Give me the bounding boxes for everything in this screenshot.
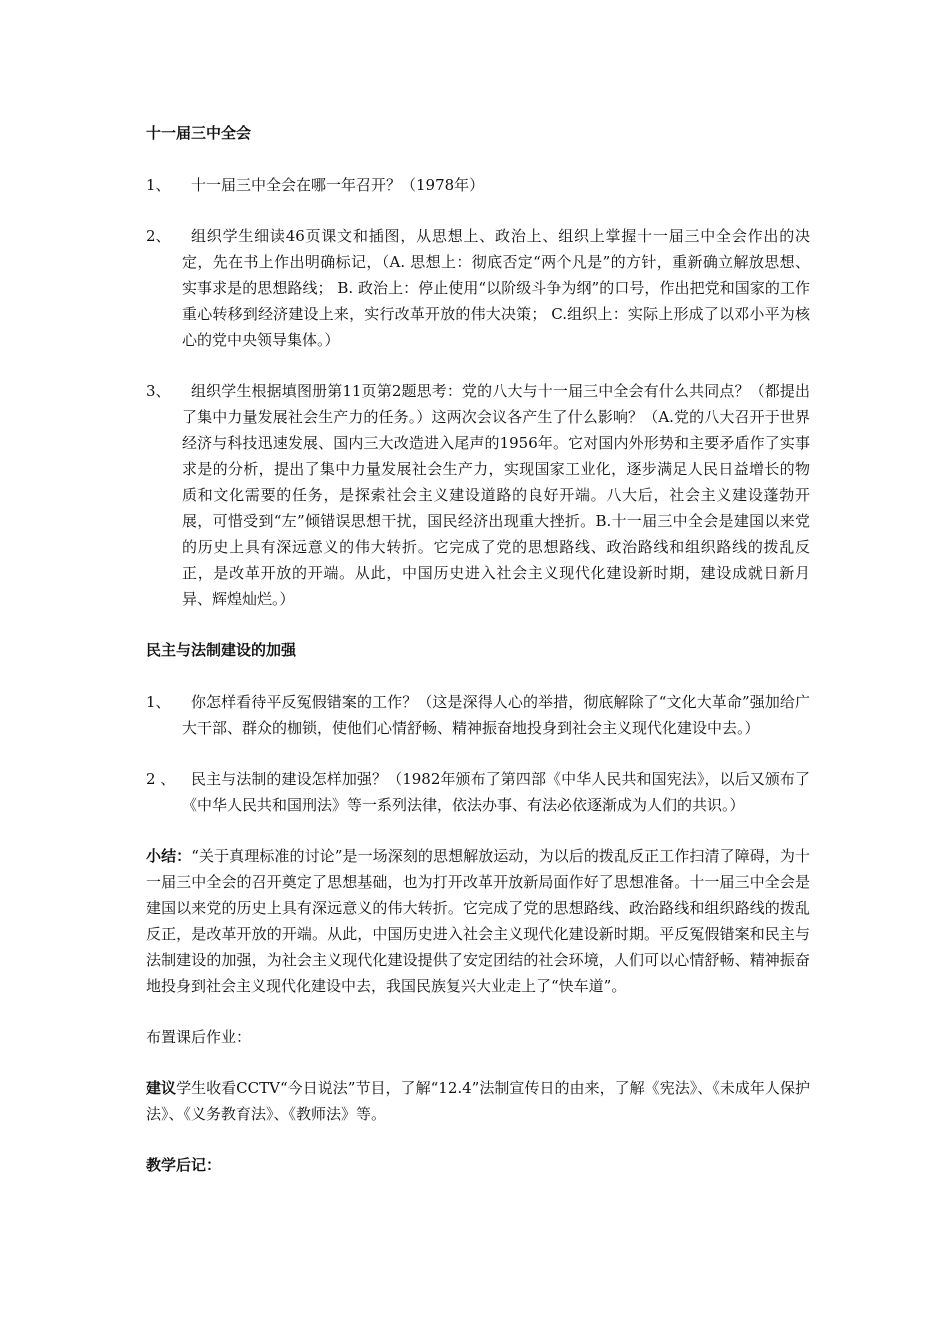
list-item — [146, 223, 810, 353]
afterword-heading: 教学后记： — [146, 1156, 222, 1174]
homework-text: 学生收看CCTV“今日说法”节目，了解“12.4”法制宣传日的由来，了解《宪法》、《未成年人保护法》、《义务教育法》、《教师法》等。 — [146, 1079, 810, 1123]
item-number: 1、 — [146, 176, 171, 194]
item-text: 十一届三中全会在哪一年召开？（1978年） — [191, 176, 485, 194]
summary-paragraph — [146, 843, 810, 999]
item-text: 组织学生根据填图册第11页第2题思考：党的八大与十一届三中全会有什么共同点？（都提出了集中力量发展社会生产力的任务。）这两次会议各产生了什么影响？（A.党的八大召开于世界经济与科技迅速发展、国内三大改造进入尾声的1956年。它对国内外形势和主要矛盾作了实事求是的分析，提出了集中力量发展社会生产力，实现国家工业化，逐步满足人民日益增长的物质和文化需要的任务，是探索社会主义建设道路的良好开端。八大后，社会主义建设蓬勃开展，可惜受到“左”倾错误思想干扰，国民经济出现重大挫折。B.十一届三中全会是建国以来党的历史上具有深远意义的伟大转折。它完成了党的思想路线、政治路线和组织路线的拨乱反正，是改革开放的开端。从此，中国历史进入社会主义现代化建设新时期，建设成就日新月异、辉煌灿烂。） — [182, 382, 810, 608]
homework-label: 建议 — [146, 1079, 177, 1097]
list-item — [146, 766, 810, 818]
list-item — [146, 378, 810, 612]
item-number: 2 、 — [146, 770, 176, 788]
summary-text: “关于真理标准的讨论”是一场深刻的思想解放运动，为以后的拨乱反正工作扫清了障碍，为十一届三中全会的召开奠定了思想基础，也为打开改革开放新局面作好了思想准备。十一届三中全会是建国以来党的历史上具有深远意义的伟大转折。它完成了党的思想路线、政治路线和组织路线的拨乱反正，是改革开放的开端。从此，中国历史进入社会主义现代化建设新时期。平反冤假错案和民主与法制建设的加强，为社会主义现代化建设提供了安定团结的社会环境，人们可以心情舒畅、精神振奋地投身到社会主义现代化建设中去，我国民族复兴大业走上了“快车道”。 — [146, 847, 810, 995]
item-number: 2、 — [146, 227, 171, 245]
homework-paragraph — [146, 1075, 810, 1127]
item-text: 民主与法制的建设怎样加强？（1982年颁布了第四部《中华人民共和国宪法》，以后又颁布了《中华人民共和国刑法》等一系列法律，依法办事、有法必依逐渐成为人们的共识。） — [182, 770, 810, 814]
item-number: 1、 — [146, 693, 171, 711]
item-text: 你怎样看待平反冤假错案的工作？（这是深得人心的举措，彻底解除了“文化大革命”强加给广大干部、群众的枷锁，使他们心情舒畅、精神振奋地投身到社会主义现代化建设中去。） — [182, 693, 810, 737]
homework-heading: 布置课后作业： — [146, 1028, 252, 1046]
summary-label: 小结： — [146, 847, 192, 865]
list-item — [146, 172, 810, 198]
list-item — [146, 689, 810, 741]
item-number: 3、 — [146, 382, 171, 400]
section-heading-democracy: 民主与法制建设的加强 — [146, 641, 297, 659]
document-page — [146, 120, 810, 1203]
item-text: 组织学生细读46页课文和插图，从思想上、政治上、组织上掌握十一届三中全会作出的决定，先在书上作出明确标记，（A. 思想上：彻底否定“两个凡是”的方针，重新确立解放思想、实事求是的思想路线； B. 政治上：停止使用“以阶级斗争为纲”的口号，作出把党和国家的工作重心转移到经济建设上来，实行改革开放的伟大决策； C.组织上：实际上形成了以邓小平为核心的党中央领导集体。） — [182, 227, 810, 349]
section-heading-plenum: 十一届三中全会 — [146, 124, 252, 142]
